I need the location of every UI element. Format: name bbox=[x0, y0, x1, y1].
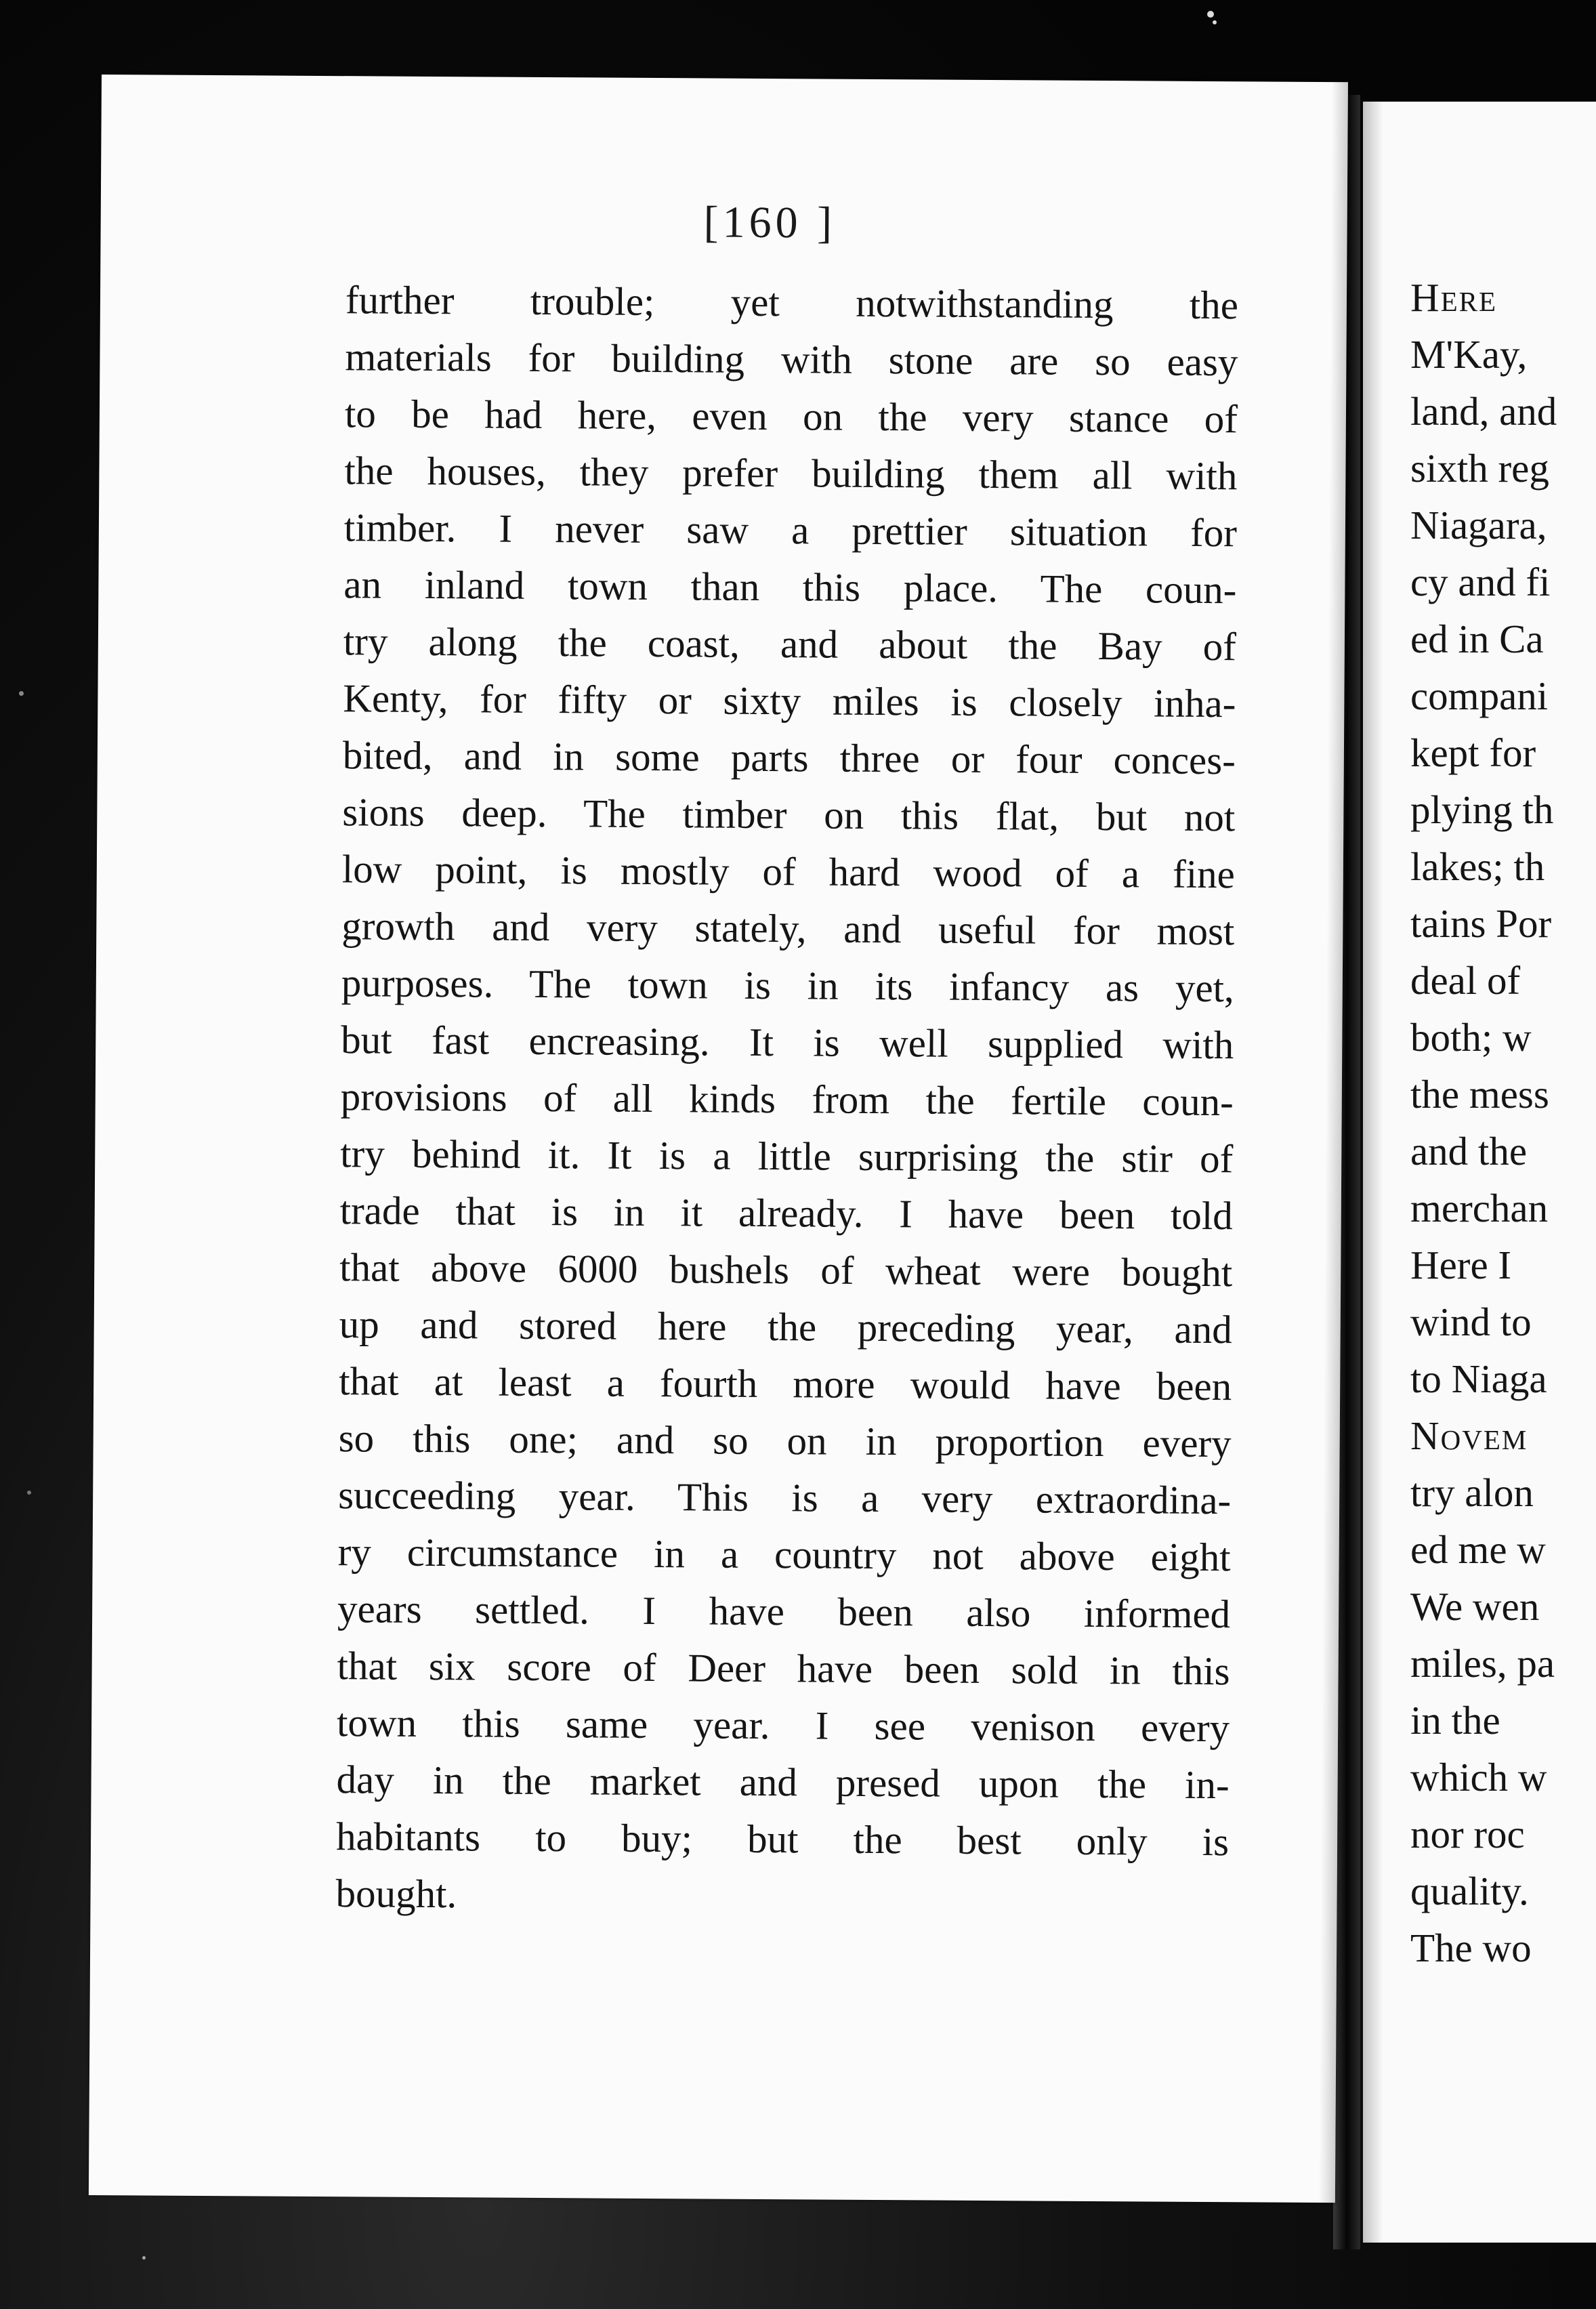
text-line: to Niaga bbox=[1410, 1356, 1547, 1401]
text-line: the houses, they prefer building them all with bbox=[344, 448, 1238, 499]
text-line: materials for building with stone are so easy bbox=[345, 334, 1238, 385]
text-line: further trouble; yet notwithstanding the bbox=[345, 277, 1239, 328]
page-body-text bbox=[335, 271, 1238, 1927]
text-line: timber. I never saw a prettier situation for bbox=[343, 505, 1238, 556]
text-line: growth and very stately, and useful for most bbox=[341, 903, 1235, 954]
text-line: ed in Ca bbox=[1410, 617, 1544, 661]
text-line: up and stored here the preceding year, and bbox=[339, 1302, 1232, 1352]
text-line: the mess bbox=[1410, 1072, 1549, 1117]
text-line: town this same year. I see venison every bbox=[336, 1700, 1230, 1751]
text-line: sixth reg bbox=[1410, 446, 1549, 491]
text-line: kept for bbox=[1410, 730, 1536, 775]
text-line: trade that is in it already. I have been told bbox=[339, 1188, 1233, 1239]
text-line: Here I bbox=[1410, 1243, 1512, 1287]
dust-speck bbox=[1207, 11, 1214, 18]
text-line: nor roc bbox=[1410, 1812, 1525, 1856]
text-line: land, and bbox=[1410, 389, 1557, 434]
text-line: that above 6000 bushels of wheat were bought bbox=[339, 1245, 1233, 1295]
text-line: but fast encreasing. It is well supplied with bbox=[341, 1017, 1234, 1068]
text-line: try behind it. It is a little surprising the stir of bbox=[340, 1131, 1234, 1182]
text-line: We wen bbox=[1410, 1584, 1540, 1629]
dust-speck bbox=[142, 2256, 146, 2260]
text-line: in the bbox=[1410, 1698, 1500, 1743]
text-line: habitants to buy; but the best only is bbox=[335, 1814, 1230, 1865]
text-line: purposes. The town is in its infancy as yet, bbox=[341, 960, 1234, 1011]
text-line: bited, and in some parts three or four conces- bbox=[342, 732, 1236, 783]
text-line: wind to bbox=[1410, 1299, 1532, 1344]
text-line: Novem bbox=[1410, 1413, 1528, 1458]
text-line: to be had here, even on the very stance of bbox=[344, 391, 1238, 442]
text-line: and the bbox=[1410, 1129, 1528, 1173]
text-line: so this one; and so on in proportion every bbox=[338, 1415, 1232, 1466]
right-page-text bbox=[1410, 269, 1557, 1976]
dust-speck bbox=[19, 691, 24, 696]
text-line: years settled. I have been also informed bbox=[337, 1586, 1231, 1637]
text-line: day in the market and presed upon the in- bbox=[336, 1757, 1230, 1808]
text-line: compani bbox=[1410, 673, 1549, 718]
text-line: Kenty, for fifty or sixty miles is closely inha- bbox=[343, 675, 1236, 726]
text-line: The wo bbox=[1410, 1926, 1532, 1970]
text-line: Here bbox=[1410, 275, 1498, 320]
text-line: ed me w bbox=[1410, 1527, 1546, 1572]
text-line: provisions of all kinds from the fertile coun- bbox=[340, 1074, 1234, 1125]
text-line: succeeding year. This is a very extraordina- bbox=[338, 1472, 1232, 1523]
text-line: plying th bbox=[1410, 787, 1554, 832]
text-line: quality. bbox=[1410, 1869, 1529, 1913]
text-line: that six score of Deer have been sold in this bbox=[337, 1643, 1230, 1694]
text-line: Niagara, bbox=[1410, 503, 1547, 547]
text-line: both; w bbox=[1410, 1015, 1532, 1060]
text-line: bought. bbox=[335, 1871, 457, 1917]
text-line: tains Por bbox=[1410, 901, 1552, 946]
text-line: that at least a fourth more would have been bbox=[339, 1358, 1232, 1409]
text-line: which w bbox=[1410, 1755, 1547, 1800]
text-line: merchan bbox=[1410, 1186, 1549, 1230]
text-line: sions deep. The timber on this flat, but not bbox=[342, 789, 1236, 840]
text-line: low point, is mostly of hard wood of a fine bbox=[341, 846, 1236, 897]
text-line: lakes; th bbox=[1410, 844, 1545, 889]
left-page bbox=[89, 75, 1348, 2203]
text-line: try alon bbox=[1410, 1470, 1534, 1515]
page-number: [160 ] bbox=[703, 197, 837, 248]
text-line: try along the coast, and about the Bay of bbox=[343, 619, 1237, 669]
text-line: deal of bbox=[1410, 958, 1521, 1003]
text-line: miles, pa bbox=[1410, 1641, 1555, 1686]
text-line: an inland town than this place. The coun- bbox=[343, 562, 1237, 612]
text-line: M'Kay, bbox=[1410, 332, 1528, 377]
dust-speck bbox=[1213, 20, 1217, 24]
dust-speck bbox=[27, 1491, 31, 1495]
text-line: ry circumstance in a country not above eight bbox=[337, 1529, 1231, 1580]
text-line: cy and fi bbox=[1410, 560, 1551, 604]
right-page bbox=[1363, 102, 1596, 2243]
